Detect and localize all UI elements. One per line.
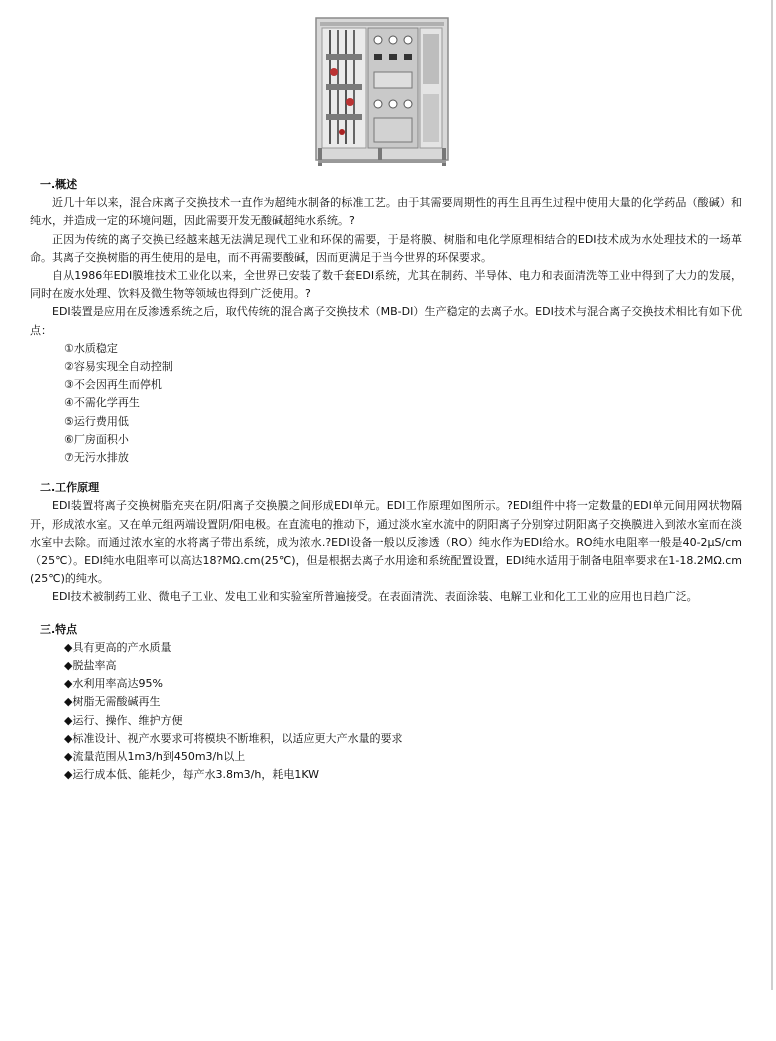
feature-item: ◆运行成本低、能耗少，每产水3.8m3/h，耗电1KW — [64, 768, 320, 782]
feature-item: ◆运行、操作、维护方便 — [64, 713, 183, 727]
advantage-item: ②容易实现全自动控制 — [64, 360, 173, 374]
section-title-features: 三.特点 — [40, 622, 78, 636]
feature-item: ◆水利用率高达95% — [64, 677, 163, 691]
advantage-item: ③不会因再生而停机 — [64, 378, 162, 392]
section-title-principle: 二.工作原理 — [40, 481, 100, 495]
feature-item: ◆流量范围从1m3/h到450m3/h以上 — [64, 750, 246, 764]
feature-item: ◆具有更高的产水质量 — [64, 640, 172, 654]
feature-item: ◆脱盐率高 — [64, 659, 117, 673]
feature-item: ◆树脂无需酸碱再生 — [64, 695, 161, 709]
paragraph: EDI装置是应用在反渗透系统之后，取代传统的混合离子交换技术（MB-DI）生产稳定的去离子水。EDI技术与混合离子交换技术相比有如下优点： — [30, 305, 742, 337]
paragraph: 自从1986年EDI膜堆技术工业化以来，全世界已安装了数千套EDI系统，尤其在制药、半导体、电力和表面清洗等工业中得到了大力的发展，同时在废水处理、饮料及微生物等领域也得到广泛使用。? — [30, 269, 742, 301]
advantage-item: ⑤运行费用低 — [64, 414, 129, 428]
advantage-item: ④不需化学再生 — [64, 396, 140, 410]
section-title-overview: 一.概述 — [40, 178, 78, 191]
paragraph: EDI装置将离子交换树脂充夹在阴/阳离子交换膜之间形成EDI单元。EDI工作原理如图所示。?EDI组件中将一定数量的EDI单元间用网状物隔开，形成浓水室。又在单元组两端设置阴/阳电极。在直流电的推动下，通过淡水室水流中的阴阳离子分别穿过阴阳离子交换膜进入到浓水室而在淡水室中去除。而通过浓水室的水将离子带出系统，成为浓水.?EDI设备一般以反渗透（RO）纯水作为EDI给水。RO纯水电阻率一般是40-2μS/cm（25℃）。EDI纯水电阻率可以高达18?MΩ.cm(25℃)，但是根据去离子水用途和系统配置设置，EDI纯水适用于制备电阻率要求在1-18.2MΩ.cm(25℃)的纯水。 — [30, 499, 742, 586]
edi-equipment-photo — [308, 14, 456, 170]
advantage-item: ⑥厂房面积小 — [64, 432, 129, 446]
advantage-item: ⑦无污水排放 — [64, 451, 129, 465]
paragraph: EDI技术被制药工业、微电子工业、发电工业和实验室所普遍接受。在表面清洗、表面涂装、电解工业和化工工业的应用也日趋广泛。 — [52, 590, 698, 604]
page-edge-divider — [771, 0, 773, 990]
paragraph: 近几十年以来，混合床离子交换技术一直作为超纯水制备的标准工艺。由于其需要周期性的再生且再生过程中使用大量的化学药品（酸碱）和纯水，并造成一定的环境问题，因此需要开发无酸碱超纯水系统。? — [30, 196, 742, 228]
advantage-item: ①水质稳定 — [64, 341, 118, 355]
article-body — [30, 176, 742, 785]
feature-item: ◆标准设计、视产水要求可将模块不断堆积，以适应更大产水量的要求 — [64, 731, 403, 745]
paragraph: 正因为传统的离子交换已经越来越无法满足现代工业和环保的需要，于是将膜、树脂和电化学原理相结合的EDI技术成为水处理技术的一场革命。其离子交换树脂的再生使用的是电，而不再需要酸碱，因而更满足于当今世界的环保要求。 — [30, 232, 742, 264]
